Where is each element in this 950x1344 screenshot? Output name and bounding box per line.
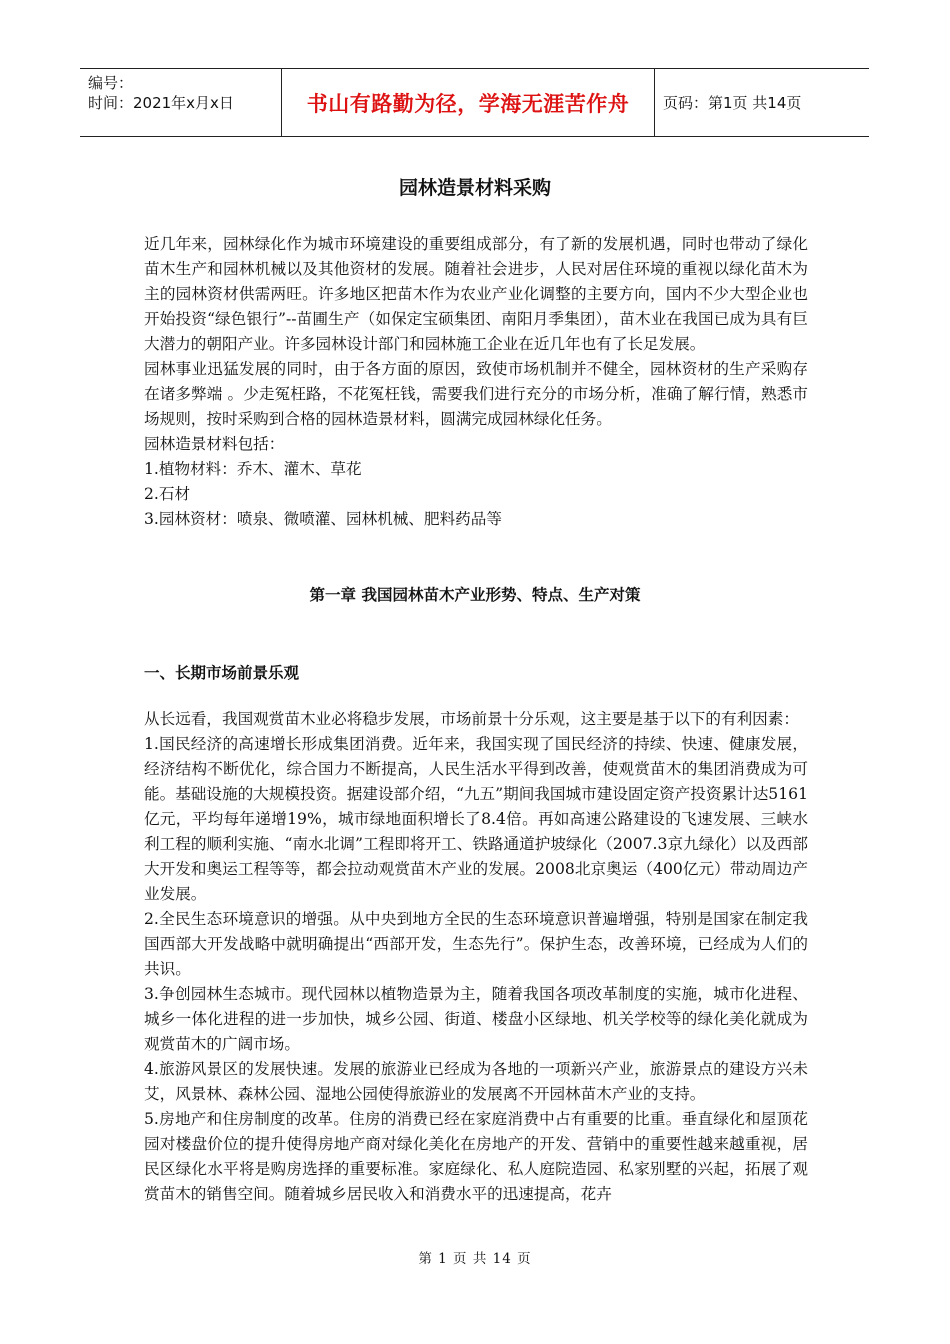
page-footer: 第 1 页 共 14 页 [418,1251,532,1267]
header-meta [80,69,281,136]
chapter-title: 第一章 我国园林苗木产业形势、特点、生产对策 [309,586,641,604]
intro-list-item: 1.植物材料：乔木、灌木、草花 [144,460,362,478]
intro-paragraph: 园林造景材料包括： [144,435,285,453]
page-header [80,68,869,137]
section-title: 一、长期市场前景乐观 [144,664,300,682]
header-motto: 书山有路勤为径，学海无涯苦作舟 [306,91,630,116]
section-paragraph: 1.国民经济的高速增长形成集团消费。近年来，我国实现了国民经济的持续、快速、健康发展，经济结构不断优化，综合国力不断提高，人民生活水平得到改善，使观赏苗木的集团消费成为可能。基础设施的大规模投资。据建设部介绍，“九五”期间我国城市建设固定资产投资累计达5161亿元，平均每年递增19%，城市绿地面积增长了8.4倍。再如高速公路建设的飞速发展、三峡水利工程的顺利实施、“南水北调”工程即将开工、铁路通道护坡绿化（2007.3京九绿化）以及西部大开发和奥运工程等等，都会拉动观赏苗木产业的发展。2008北京奥运（400亿元）带动周边产业发展。 [144,735,808,903]
section-paragraph: 3.争创园林生态城市。现代园林以植物造景为主，随着我国各项改革制度的实施，城市化进程、城乡一体化进程的进一步加快，城乡公园、街道、楼盘小区绿地、机关学校等的绿化美化就成为观赏苗木的广阔市场。 [144,985,808,1053]
intro-paragraph: 近几年来，园林绿化作为城市环境建设的重要组成部分，有了新的发展机遇，同时也带动了绿化苗木生产和园林机械以及其他资材的发展。随着社会进步，人民对居住环境的重视以绿化苗木为主的园林资材供需两旺。许多地区把苗木作为农业产业化调整的主要方向，国内不少大型企业也开始投资“绿色银行”--苗圃生产（如保定宝硕集团、南阳月季集团），苗木业在我国已成为具有巨大潜力的朝阳产业。许多园林设计部门和园林施工企业在近几年也有了长足发展。 [144,235,808,353]
section-paragraph: 从长远看，我国观赏苗木业必将稳步发展，市场前景十分乐观，这主要是基于以下的有利因素： [144,710,799,728]
section-body [144,707,808,1207]
header-time: 时间：2021年x月x日 [88,94,234,112]
section-paragraph: 5.房地产和住房制度的改革。住房的消费已经在家庭消费中占有重要的比重。垂直绿化和屋顶花园对楼盘价位的提升使得房地产商对绿化美化在房地产的开发、营销中的重要性越来越重视，居民区绿化水平将是购房选择的重要标准。家庭绿化、私人庭院造园、私家别墅的兴起，拓展了观赏苗木的销售空间。随着城乡居民收入和消费水平的迅速提高，花卉 [144,1110,808,1203]
header-number: 编号： [88,74,134,92]
document-title: 园林造景材料采购 [398,177,551,199]
section-paragraph: 2.全民生态环境意识的增强。从中央到地方全民的生态环境意识普遍增强，特别是国家在制定我国西部大开发战略中就明确提出“西部开发，生态先行”。保护生态，改善环境，已经成为人们的共识。 [144,910,808,978]
intro-section [144,232,808,532]
intro-list-item: 3.园林资材：喷泉、微喷灌、园林机械、肥料药品等 [144,510,502,528]
header-page-info: 页码：第1页 共14页 [663,94,802,112]
intro-list-item: 2.石材 [144,485,191,503]
header-motto-cell [281,69,655,136]
section-paragraph: 4.旅游风景区的发展快速。发展的旅游业已经成为各地的一项新兴产业，旅游景点的建设方兴未艾，风景林、森林公园、湿地公园使得旅游业的发展离不开园林苗木产业的支持。 [144,1060,808,1103]
intro-paragraph: 园林事业迅猛发展的同时，由于各方面的原因，致使市场机制并不健全，园林资材的生产采购存在诸多弊端 。少走冤枉路，不花冤枉钱，需要我们进行充分的市场分析，准确了解行情，熟悉市场规则，按时采购到合格的园林造景材料，圆满完成园林绿化任务。 [144,360,808,428]
